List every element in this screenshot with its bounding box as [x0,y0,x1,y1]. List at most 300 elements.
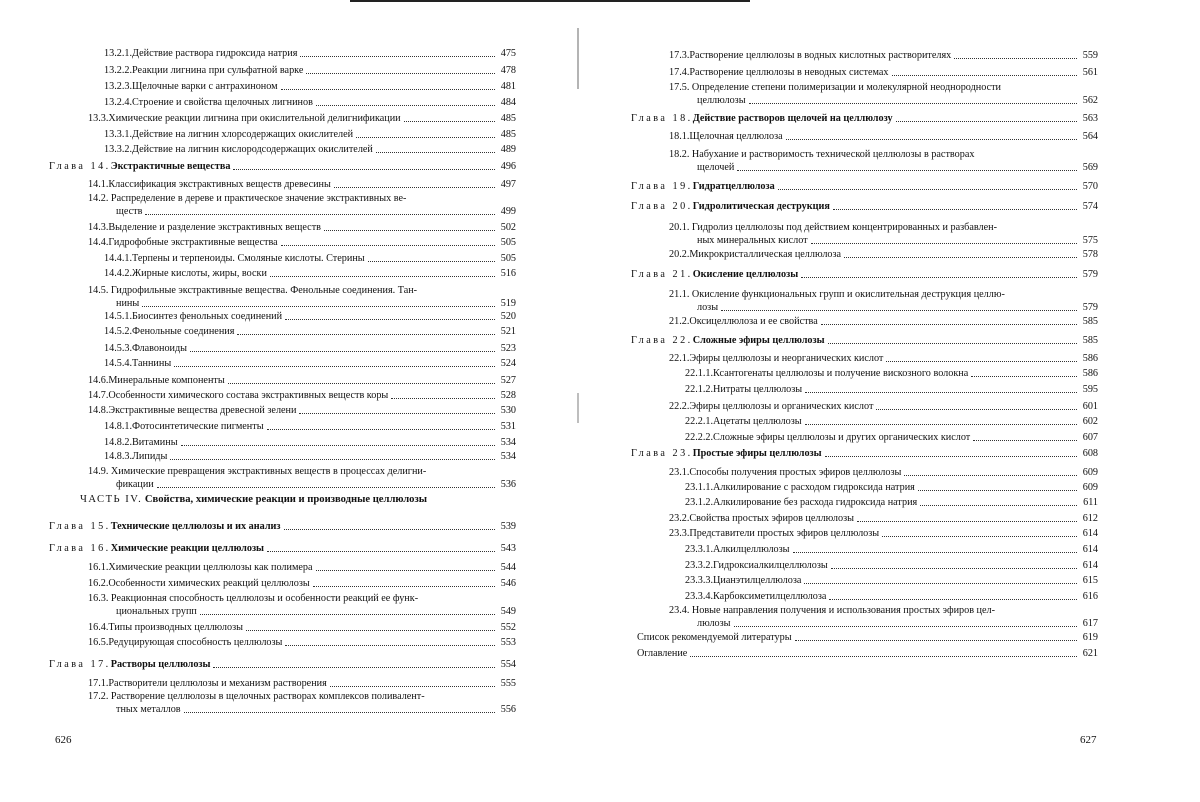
toc-entry [88,404,516,417]
entry-title: Растворение целлюлозы в неводных системах [689,67,889,78]
toc-entry [669,527,1098,540]
top-edge-line [350,0,750,2]
entry-number: 13.2.2. [104,65,133,76]
dot-leader [793,552,1078,553]
entry-number: 14.8.3. [104,451,133,462]
dot-leader [170,459,495,460]
toc-entry [88,236,516,249]
entry-number: Глава 20. [631,201,693,212]
entry-title: Сложные эфиры целлюлозы и других органических кислот [713,432,971,443]
entry-page-number: 617 [1082,618,1098,629]
entry-title: Действие растворов щелочей на целлюлозу [692,113,893,124]
entry-number: 14.5.3. [104,343,133,354]
toc-entry [669,221,1098,247]
entry-number: 14.6. [88,375,109,386]
entry-number: 22.1. [669,353,690,364]
toc-entry [104,47,516,60]
entry-number: 22.2. [669,401,690,412]
entry-number: 14.5. [88,285,111,296]
toc-chapter-entry [49,658,516,671]
entry-number: 16.2. [88,578,109,589]
entry-title: Новые направления получения и использования простых эфиров цел- [691,605,996,616]
dot-leader [892,75,1077,76]
entry-number: 14.3. [88,222,109,233]
entry-title: Алкилцеллюлозы [713,544,790,555]
entry-number: 22.1.2. [685,384,714,395]
entry-page-number: 609 [1082,482,1098,493]
dot-leader [882,536,1077,537]
dot-leader [284,529,495,530]
entry-page-number: 521 [500,326,516,337]
toc-chapter-entry [631,180,1098,193]
dot-leader [973,440,1077,441]
entry-number: 23.3.4. [685,591,714,602]
entry-page-number: 608 [1082,448,1098,459]
entry-page-number: 614 [1082,544,1098,555]
entry-title: Микрокристаллическая целлюлоза [689,249,842,260]
dot-leader [181,445,495,446]
dot-leader [721,310,1077,311]
entry-number: 17.2. [88,691,111,702]
entry-number: 22.2.1. [685,416,714,427]
entry-page-number: 601 [1082,401,1098,412]
entry-title: Алкилирование с расходом гидроксида натрия [713,482,915,493]
book-spine [577,28,579,788]
entry-title: Экстрактичные вещества [110,161,231,172]
toc-entry [104,420,516,433]
toc-entry [669,352,1098,365]
entry-title: Химические реакции лигнина при окислительной делигнификации [108,113,401,124]
dot-leader [734,626,1078,627]
dot-leader [896,121,1077,122]
toc-entry [88,621,516,634]
entry-number: 14.5.2. [104,326,133,337]
entry-number: 21.1. [669,289,692,300]
entry-title: Алкилирование без расхода гидроксида натрия [713,497,918,508]
entry-number: 13.3.2. [104,144,133,155]
entry-number: 23.1.1. [685,482,714,493]
entry-title: Особенности химических реакций целлюлозы [108,578,310,589]
dot-leader [334,187,495,188]
dot-leader [281,89,495,90]
toc-chapter-entry [631,200,1098,213]
toc-chapter-entry [631,334,1098,347]
entry-number: 16.4. [88,622,109,633]
entry-title: Растворы целлюлозы [110,659,211,670]
entry-number: Глава 22. [631,335,693,346]
entry-page-number: 546 [500,578,516,589]
entry-number: 21.2. [669,316,690,327]
dot-leader [391,398,495,399]
entry-page-number: 527 [500,375,516,386]
entry-number: Глава 17. [49,659,111,670]
entry-number: 18.1. [669,131,690,142]
entry-page-number: 607 [1082,432,1098,443]
left-page-number: 626 [55,734,72,746]
toc-entry [669,512,1098,525]
dot-leader [821,324,1077,325]
entry-page-number: 505 [500,237,516,248]
entry-title: Действие на лигнин кислородсодержащих окислителей [132,144,373,155]
entry-title: Биосинтез фенольных соединений [132,311,283,322]
dot-leader [267,551,495,552]
toc-entry [669,248,1098,261]
entry-title: Растворение целлюлозы в водных кислотных растворителях [689,50,952,61]
entry-title: Цианэтилцеллюлоза [713,575,802,586]
entry-page-number: 615 [1082,575,1098,586]
dot-leader [886,361,1077,362]
toc-chapter-entry [631,447,1098,460]
entry-page-number: 564 [1082,131,1098,142]
toc-entry [104,64,516,77]
entry-page-number: 574 [1082,201,1098,212]
entry-title: Гидрофобные экстрактивные вещества [108,237,278,248]
entry-title: Фенольные соединения [132,326,235,337]
toc-entry [685,574,1098,587]
dot-leader [368,261,495,262]
toc-entry [88,577,516,590]
entry-page-number: 534 [500,451,516,462]
entry-number: Глава 16. [49,543,111,554]
entry-page-number: 602 [1082,416,1098,427]
toc-entry [88,690,516,716]
dot-leader [316,105,495,106]
entry-page-number: 579 [1082,302,1098,313]
entry-title: Редуцирующая способность целлюлозы [108,637,283,648]
dot-leader [825,456,1077,457]
entry-title: Экстрактивные вещества древесной зелени [108,405,297,416]
entry-title: Оглавление [637,648,688,659]
dot-leader [285,645,495,646]
entry-title: Гидролитическая деструкция [692,201,830,212]
toc-entry [104,342,516,355]
entry-page-number: 619 [1082,632,1098,643]
entry-number: 14.1. [88,179,109,190]
entry-number: 23.3.2. [685,560,714,571]
toc-entry [88,465,516,491]
entry-number: 22.1.1. [685,368,714,379]
entry-title: Действие на лигнин хлорсодержащих окислителей [132,129,354,140]
entry-page-number: 552 [500,622,516,633]
entry-title: Распределение в дереве и практическое значение экстрактивных ве- [110,193,407,204]
entry-title: Терпены и терпеноиды. Смоляные кислоты. Стерины [132,253,365,264]
toc-entry [669,66,1098,79]
dot-leader [829,599,1077,600]
toc-entry [88,284,516,310]
toc-entry [669,148,1098,174]
entry-number: 23.2. [669,513,690,524]
dot-leader [954,58,1077,59]
dot-leader [857,521,1077,522]
toc-entry [637,647,1098,660]
entry-title: Сложные эфиры целлюлозы [692,335,825,346]
entry-number: Глава 15. [49,521,111,532]
toc-entry [685,496,1098,509]
toc-entry [669,400,1098,413]
toc-entry [104,450,516,463]
dot-leader [285,319,495,320]
toc-entry [88,112,516,125]
entry-page-number: 505 [500,253,516,264]
dot-leader [190,351,495,352]
entry-number: 18.2. [669,149,692,160]
dot-leader [828,343,1077,344]
dot-leader [313,586,495,587]
entry-number: Глава 18. [631,113,693,124]
entry-page-number: 549 [500,606,516,617]
toc-entry [88,192,516,218]
entry-title: Типы производных целлюлозы [108,622,243,633]
entry-title-continuation: ных минеральных кислот [697,235,808,246]
entry-page-number: 614 [1082,560,1098,571]
dot-leader [267,429,495,430]
entry-title: Набухание и растворимость технической целлюлозы в растворах [691,149,975,160]
entry-number: 17.5. [669,82,692,93]
entry-number: 13.2.1. [104,48,133,59]
part-heading [80,494,427,505]
dot-leader [299,413,495,414]
toc-chapter-entry [49,542,516,555]
entry-number: 17.1. [88,678,109,689]
dot-leader [918,490,1077,491]
dot-leader [228,383,495,384]
right-page-number: 627 [1080,734,1097,746]
entry-title: Флавоноиды [132,343,188,354]
toc-entry [685,543,1098,556]
dot-leader [749,103,1077,104]
dot-leader [145,214,495,215]
toc-entry [104,310,516,323]
dot-leader [356,137,495,138]
entry-number: 14.4.1. [104,253,133,264]
entry-title: Реакции лигнина при сульфатной варке [132,65,304,76]
entry-title: Простые эфиры целлюлозы [692,448,822,459]
toc-entry [104,96,516,109]
entry-number: 23.3. [669,528,690,539]
entry-number: 14.4.2. [104,268,133,279]
dot-leader [213,667,495,668]
entry-page-number: 575 [1082,235,1098,246]
toc-entry [88,374,516,387]
toc-entry [685,481,1098,494]
dot-leader [306,73,495,74]
entry-page-number: 556 [500,704,516,715]
entry-title: Таннины [132,358,172,369]
toc-entry [669,49,1098,62]
entry-title: Действие раствора гидроксида натрия [132,48,298,59]
entry-page-number: 536 [500,479,516,490]
entry-number: 14.8.2. [104,437,133,448]
entry-title: Реакционная способность целлюлозы и особенности реакций ее функ- [110,593,419,604]
entry-page-number: 531 [500,421,516,432]
dot-leader [786,139,1077,140]
entry-title: Определение степени полимеризации и молекулярной неоднородности [691,82,1001,93]
toc-entry [104,357,516,370]
toc-entry [669,81,1098,107]
entry-page-number: 502 [500,222,516,233]
entry-number: Глава 21. [631,269,693,280]
entry-page-number: 543 [500,543,516,554]
entry-title: Оксицеллюлоза и ее свойства [689,316,818,327]
entry-page-number: 609 [1082,467,1098,478]
entry-title: Ксантогенаты целлюлозы и получение вискозного волокна [713,368,969,379]
entry-number: 14.8.1. [104,421,133,432]
entry-number: Глава 19. [631,181,693,192]
dot-leader [142,306,495,307]
entry-number: 23.4. [669,605,692,616]
entry-title-continuation: люлозы [697,618,731,629]
entry-title: Минеральные компоненты [108,375,225,386]
entry-title-continuation: тных металлов [116,704,181,715]
toc-entry [104,128,516,141]
entry-title: Витамины [132,437,178,448]
toc-entry [88,636,516,649]
entry-page-number: 585 [1082,316,1098,327]
entry-page-number: 475 [500,48,516,59]
entry-title-continuation: ществ [116,206,143,217]
entry-number: 23.1.2. [685,497,714,508]
entry-title: Особенности химического состава экстрактивных веществ коры [108,390,389,401]
entry-number: 14.4. [88,237,109,248]
entry-title: Ацетаты целлюлозы [713,416,802,427]
toc-entry [104,267,516,280]
entry-page-number: 569 [1082,162,1098,173]
entry-page-number: 554 [500,659,516,670]
dot-leader [801,277,1077,278]
toc-chapter-entry [49,160,516,173]
entry-number: 14.9. [88,466,111,477]
toc-chapter-entry [49,520,516,533]
toc-entry [104,436,516,449]
entry-number: 17.4. [669,67,690,78]
entry-number: 20.2. [669,249,690,260]
dot-leader [904,475,1077,476]
entry-title-continuation: лозы [697,302,719,313]
entry-title: Строение и свойства щелочных лигнинов [132,97,313,108]
entry-page-number: 579 [1082,269,1098,280]
toc-entry [88,677,516,690]
toc-entry [669,315,1098,328]
part-title: Свойства, химические реакции и производные целлюлозы [142,494,427,505]
entry-title: Химические реакции целлюлозы как полимера [108,562,313,573]
entry-page-number: 520 [500,311,516,322]
dot-leader [174,366,495,367]
dot-leader [831,568,1077,569]
toc-entry [104,252,516,265]
entry-number: 23.1. [669,467,690,478]
entry-page-number: 497 [500,179,516,190]
toc-entry [88,221,516,234]
entry-title-continuation: циональных групп [116,606,197,617]
entry-page-number: 586 [1082,353,1098,364]
dot-leader [300,56,495,57]
entry-number: 14.7. [88,390,109,401]
dot-leader [805,392,1077,393]
entry-page-number: 485 [500,113,516,124]
entry-page-number: 481 [500,81,516,92]
toc-entry [685,590,1098,603]
entry-page-number: 621 [1082,648,1098,659]
entry-page-number: 484 [500,97,516,108]
toc-entry [637,631,1098,644]
dot-leader [200,614,495,615]
entry-title-continuation: нины [116,298,140,309]
entry-number: 13.2.3. [104,81,133,92]
dot-leader [270,276,495,277]
toc-entry [685,559,1098,572]
toc-entry [669,130,1098,143]
toc-entry [685,383,1098,396]
dot-leader [324,230,495,231]
entry-page-number: 530 [500,405,516,416]
entry-number: 22.2.2. [685,432,714,443]
entry-title: Щелочная целлюлоза [689,131,783,142]
entry-page-number: 478 [500,65,516,76]
entry-number: 16.3. [88,593,111,604]
entry-page-number: 485 [500,129,516,140]
dot-leader [737,170,1077,171]
entry-number: Глава 23. [631,448,693,459]
entry-title: Представители простых эфиров целлюлозы [689,528,880,539]
dot-leader [184,712,495,713]
entry-title: Окисление функциональных групп и окислительная деструкция целлю- [691,289,1005,300]
entry-page-number: 585 [1082,335,1098,346]
entry-page-number: 523 [500,343,516,354]
entry-number: 17.3. [669,50,690,61]
entry-title: Эфиры целлюлозы и неорганических кислот [689,353,884,364]
entry-title: Химические реакции целлюлозы [110,543,264,554]
entry-title-continuation: щелочей [697,162,735,173]
dot-leader [233,169,495,170]
entry-number: Глава 14. [49,161,111,172]
entry-number: 14.5.4. [104,358,133,369]
toc-entry [685,431,1098,444]
entry-number: 14.2. [88,193,111,204]
entry-title: Классификация экстрактивных веществ древесины [108,179,331,190]
toc-entry [88,592,516,618]
toc-entry [88,561,516,574]
dot-leader [281,245,495,246]
toc-entry [88,389,516,402]
dot-leader [971,376,1077,377]
entry-page-number: 553 [500,637,516,648]
entry-title: Нитраты целлюлозы [713,384,803,395]
entry-page-number: 570 [1082,181,1098,192]
entry-number: 16.1. [88,562,109,573]
entry-page-number: 586 [1082,368,1098,379]
entry-page-number: 519 [500,298,516,309]
toc-entry [104,143,516,156]
toc-entry [88,178,516,191]
entry-title: Список рекомендуемой литературы [637,632,792,643]
entry-page-number: 528 [500,390,516,401]
entry-page-number: 524 [500,358,516,369]
toc-entry [104,325,516,338]
entry-title: Способы получения простых эфиров целлюлозы [689,467,902,478]
entry-title: Щелочные варки с антрахиноном [132,81,278,92]
toc-chapter-entry [631,112,1098,125]
entry-page-number: 595 [1082,384,1098,395]
entry-title: Карбоксиметилцеллюлоза [713,591,827,602]
entry-number: 13.3. [88,113,109,124]
entry-page-number: 539 [500,521,516,532]
toc-entry [685,415,1098,428]
entry-title: Липиды [132,451,168,462]
part-label: ЧАСТЬ IV. [80,494,143,505]
toc-entry [669,466,1098,479]
dot-leader [811,243,1077,244]
entry-title: Гидратцеллюлоза [692,181,775,192]
